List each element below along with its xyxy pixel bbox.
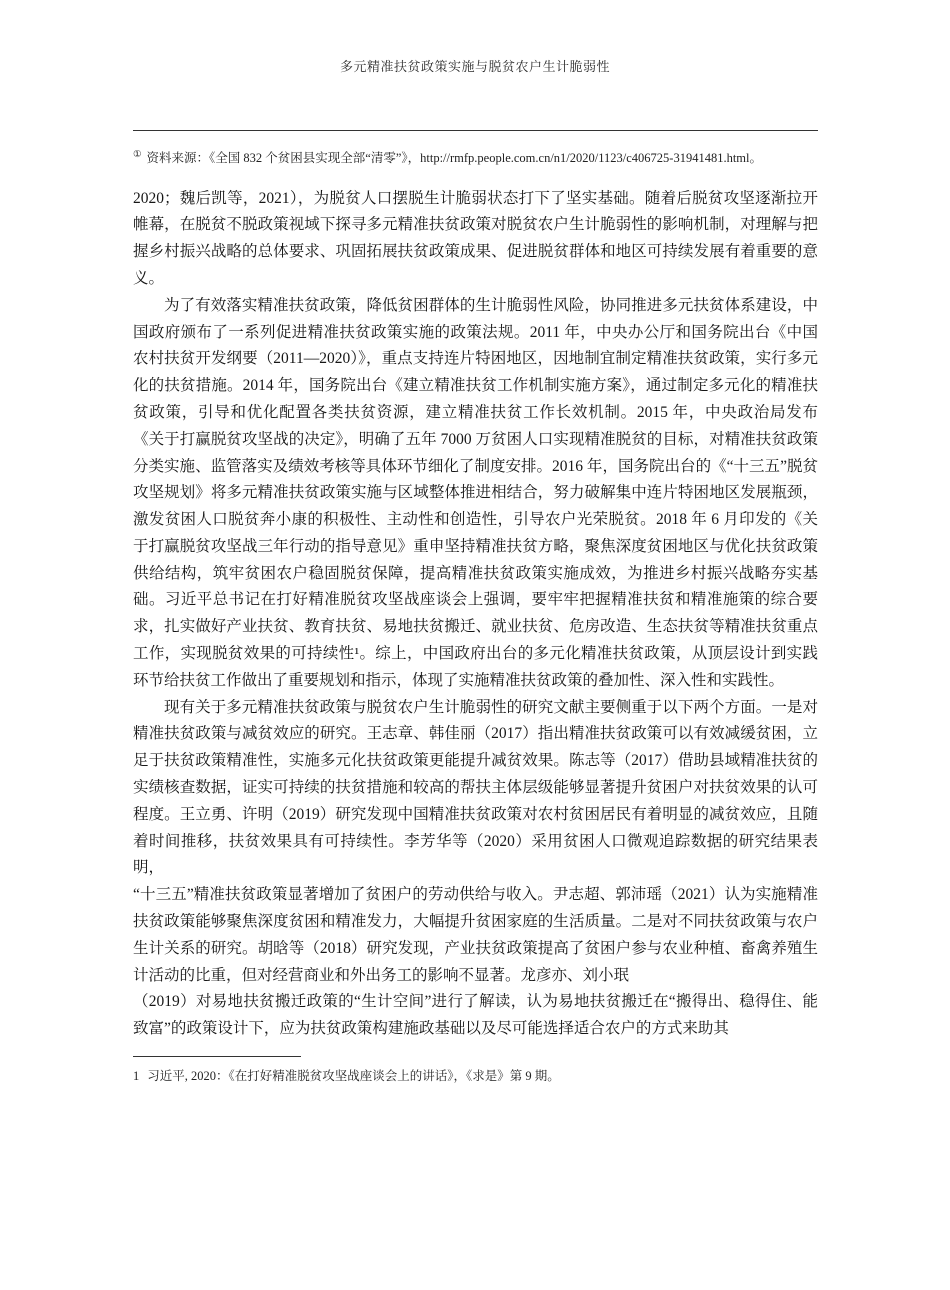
bottom-footnote — [133, 1066, 818, 1087]
footnote-marker: ① — [133, 150, 142, 160]
body-text — [133, 186, 818, 1044]
running-header: 多元精准扶贫政策实施与脱贫农户生计脆弱性 — [339, 59, 610, 74]
body-paragraph: 现有关于多元精准扶贫政策与脱贫农户生计脆弱性的研究文献主要侧重于以下两个方面。一是对精准扶贫政策与减贫效应的研究。王志章、韩佳丽（2017）指出精准扶贫政策可以有效减缓贫困，立足于扶贫政策精准性，实施多元化扶贫政策更能提升减贫效果。陈志等（2017）借助县域精准扶贫的实绩核查数据，证实可持续的扶贫措施和较高的帮扶主体层级能够显著提升贫困户对扶贫效果的认可程度。王立勇、许明（2019）研究发现中国精准扶贫政策对农村贫困居民有着明显的减贫效应，且随着时间推移，扶贫效果具有可持续性。李芳华等（2020）采用贫困人口微观追踪数据的研究结果表明， — [133, 698, 818, 877]
body-paragraph: 2020；魏后凯等，2021），为脱贫人口摆脱生计脆弱状态打下了坚实基础。随着后脱贫攻坚逐渐拉开帷幕，在脱贫不脱政策视域下探寻多元精准扶贫政策对脱贫农户生计脆弱性的影响机制，对理解与把握乡村振兴战略的总体要求、巩固拓展扶贫政策成果、促进脱贫群体和地区可持续发展有着重要的意义。 — [133, 189, 818, 287]
source-url-link[interactable]: http://rmfp.people.com.cn/n1/2020/1123/c406725-31941481.html — [420, 151, 750, 166]
footnote-source-text: 资料来源：《全国 832 个贫困县实现全部“清零”》， — [146, 151, 421, 166]
footnote-source-text-end: 。 — [749, 151, 763, 166]
footnote-divider — [133, 1056, 301, 1057]
footnote-area — [133, 1056, 818, 1087]
top-footnote — [133, 146, 818, 171]
body-paragraph: （2019）对易地扶贫搬迁政策的“生计空间”进行了解读，认为易地扶贫搬迁在“搬得出、稳得住、能致富”的政策设计下，应为扶贫政策构建施政基础以及尽可能选择适合农户的方式来助其 — [133, 993, 818, 1038]
footnote-citation-text: 习近平, 2020：《在打好精准脱贫攻坚战座谈会上的讲话》，《求是》第 9 期。 — [147, 1069, 560, 1084]
body-paragraph: “十三五”精准扶贫政策显著增加了贫困户的劳动供给与收入。尹志超、郭沛瑶（2021）认为实施精准扶贫政策能够聚焦深度贫困和精准发力，大幅提升贫困家庭的生活质量。二是对不同扶贫政策与农户生计关系的研究。胡晗等（2018）研究发现，产业扶贫政策提高了贫困户参与农业种植、畜禽养殖生计活动的比重，但对经营商业和外出务工的影响不显著。龙彦亦、刘小珉 — [133, 886, 818, 984]
body-paragraph: 为了有效落实精准扶贫政策，降低贫困群体的生计脆弱性风险，协同推进多元扶贫体系建设，中国政府颁布了一系列促进精准扶贫政策实施的政策法规。2011 年，中央办公厅和国务院出台《中国农村扶贫开发纲要（2011—2020）》，重点支持连片特困地区，因地制宜制定精准扶贫政策，实行多元化的扶贫措施。2014 年，国务院出台《建立精准扶贫工作机制实施方案》，通过制定多元化的精准扶贫政策，引导和优化配置各类扶贫资源，建立精准扶贫工作长效机制。2015 年，中央政治局发布《关于打赢脱贫攻坚战的决定》，明确了五年 7000 万贫困人口实现精准脱贫的目标，对精准扶贫政策分类实施、监管落实及绩效考核等具体环节细化了制度安排。2016 年，国务院出台的《“十三五”脱贫攻坚规划》将多元精准扶贫政策实施与区域整体推进相结合，努力破解集中连片特困地区发展瓶颈，激发贫困人口脱贫奔小康的积极性、主动性和创造性，引导农户光荣脱贫。2018 年 6 月印发的《关于打赢脱贫攻坚战三年行动的指导意见》重申坚持精准扶贫方略，聚焦深度贫困地区与优化扶贫政策供给结构，筑牢贫困农户稳固脱贫保障，提高精准扶贫政策实施成效，为推进乡村振兴战略夯实基础。习近平总书记在打好精准脱贫攻坚战座谈会上强调，要牢牢把握精准扶贫和精准施策的综合要求，扎实做好产业扶贫、教育扶贫、易地扶贫搬迁、就业扶贫、危房改造、生态扶贫等精准扶贫重点工作，实现脱贫效果的可持续性¹。综上，中国政府出台的多元化精准扶贫政策，从顶层设计到实践环节给扶贫工作做出了重要规划和指示，体现了实施精准扶贫政策的叠加性、深入性和实践性。 — [133, 296, 818, 689]
footnote-number: 1 — [133, 1069, 140, 1084]
header-divider — [133, 130, 818, 131]
